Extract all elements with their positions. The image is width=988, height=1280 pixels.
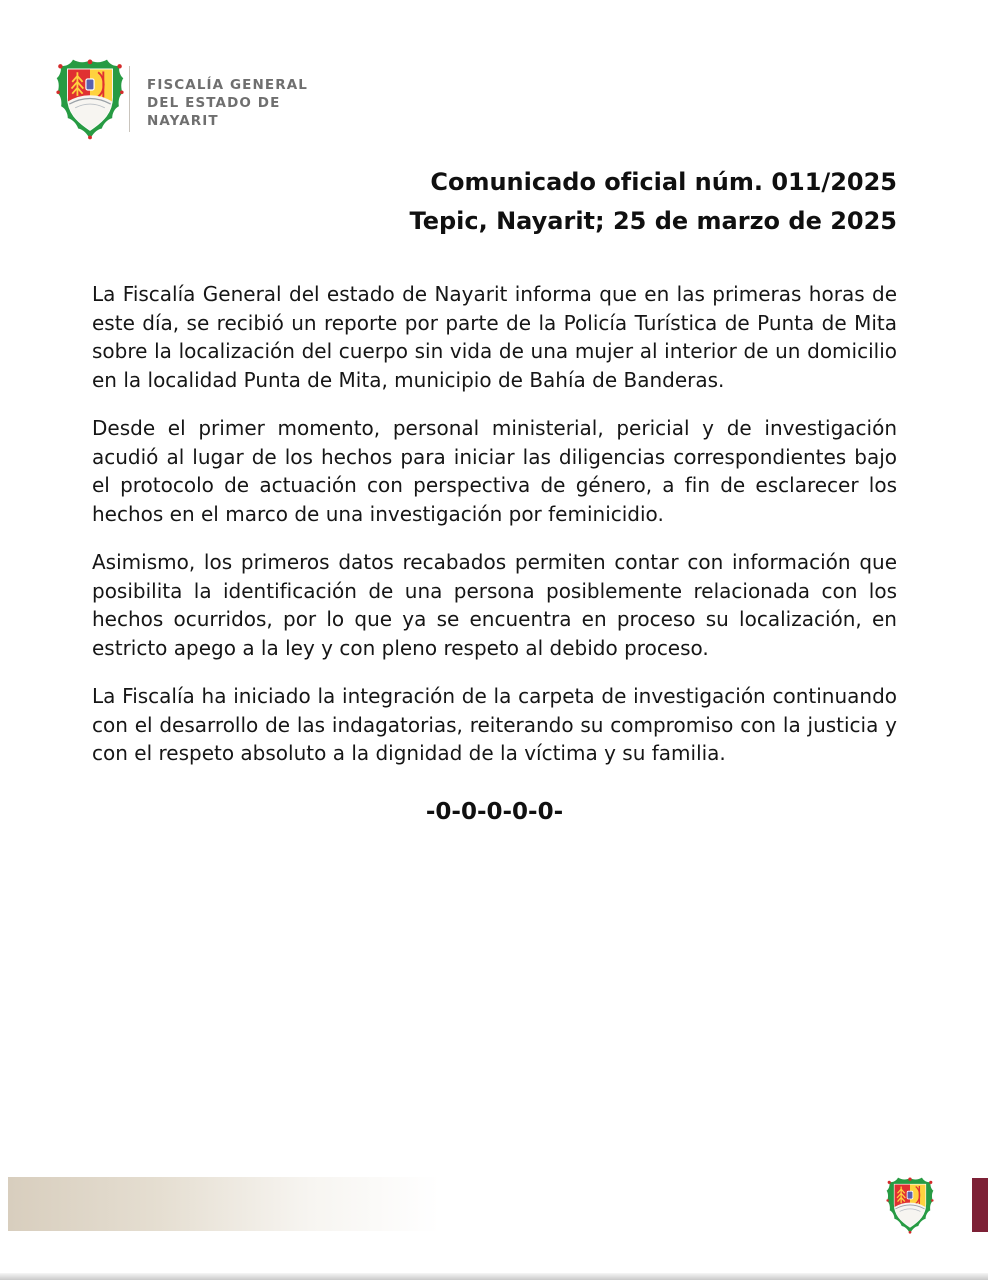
- communique-dateline: Tepic, Nayarit; 25 de marzo de 2025: [409, 207, 897, 235]
- footer-accent-bar: [972, 1178, 988, 1232]
- paragraph: La Fiscalía ha iniciado la integración de la carpeta de investigación continuando con el desarrollo de las indagatorias, reiterando su compromiso con la justicia y con el respeto absoluto a la dignidad de la víctima y su familia.: [92, 684, 897, 765]
- organization-name-line: NAYARIT: [147, 113, 219, 129]
- paragraph: Desde el primer momento, personal ministerial, pericial y de investigación acudió al lugar de los hechos para iniciar las diligencias correspondientes bajo el protocolo de actuación con perspectiva de género, a fin de esclarecer los hechos en el marco de una investigación por feminicidio.: [92, 416, 897, 526]
- organization-name-line: DEL ESTADO DE: [147, 95, 281, 111]
- footer-gradient-bar: [8, 1177, 440, 1231]
- title-block: [410, 163, 897, 241]
- organization-name: [147, 76, 308, 130]
- communique-title: Comunicado oficial núm. 011/2025: [430, 168, 897, 196]
- letterhead: [0, 0, 988, 150]
- communique-body: [92, 280, 897, 826]
- nayarit-coat-of-arms-icon: [884, 1176, 936, 1236]
- nayarit-coat-of-arms-icon: [53, 56, 127, 144]
- organization-name-line: FISCALÍA GENERAL: [147, 77, 308, 93]
- paragraph: La Fiscalía General del estado de Nayarit informa que en las primeras horas de este día, se recibió un reporte por parte de la Policía Turística de Punta de Mita sobre la localización del cuerpo sin vida de una mujer al interior de un domicilio en la localidad Punta de Mita, municipio de Bahía de Banderas.: [92, 282, 897, 392]
- paragraph: Asimismo, los primeros datos recabados permiten contar con información que posibilita la identificación de una persona posiblemente relacionada con los hechos ocurridos, por lo que ya se encuentra en proceso su localización, en estricto apego a la ley y con pleno respeto al debido proceso.: [92, 550, 897, 660]
- page-bottom-edge: [0, 1273, 988, 1280]
- letterhead-divider: [129, 66, 130, 132]
- end-of-communique-mark: -0-0-0-0-0-: [425, 798, 564, 825]
